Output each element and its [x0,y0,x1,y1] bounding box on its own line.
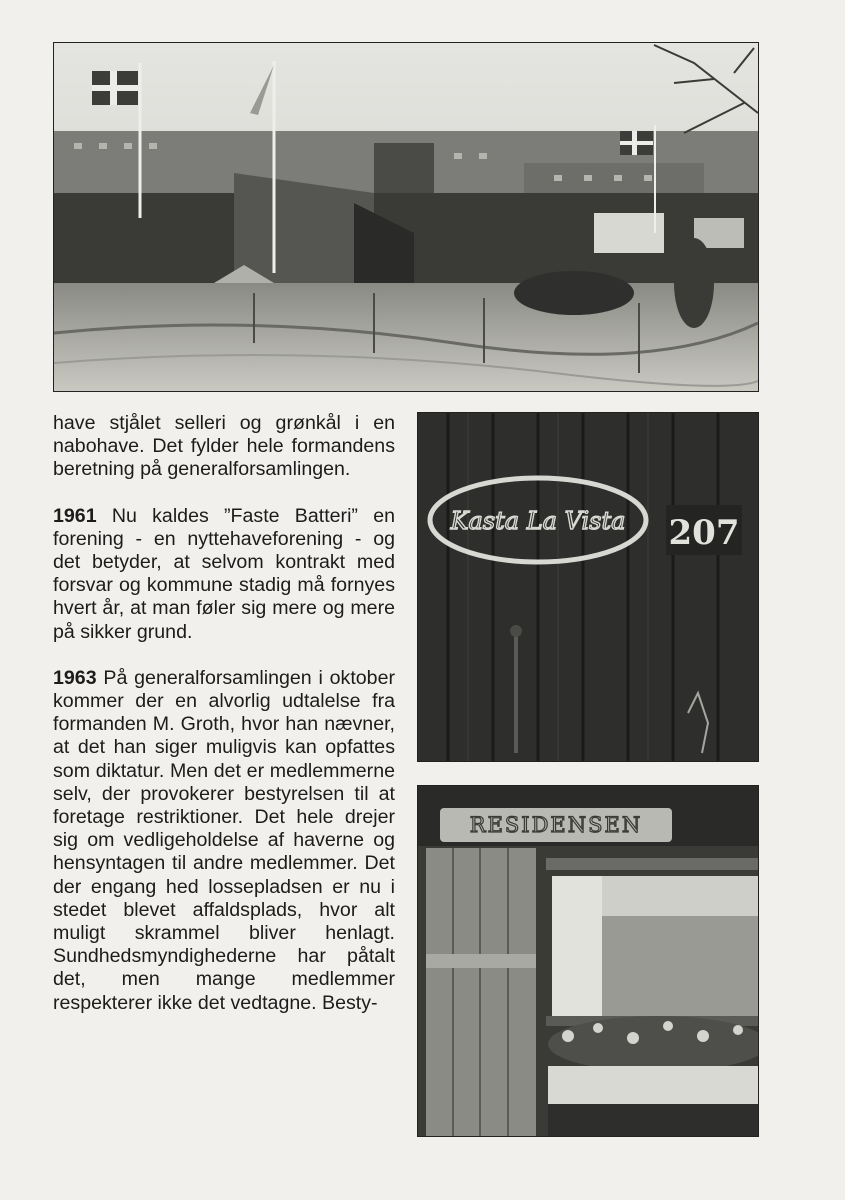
paragraph-text: Nu kaldes ”Faste Batteri” en forening - en nyttehaveforening - og det betyder, at selvom kontrakt med forsvar og kommune stadig må fornyes hvert år, at man føler sig mere og mere på sikker grund. [53,504,395,643]
shed-door-photo [417,412,759,762]
residence-shed-photo [417,785,759,1137]
paragraph-text: På generalforsamlingen i oktober kommer der en alvorlig udtalelse fra formanden M. Groth, hvor han nævner, at det han siger muligvis kan opfattes som diktatur. Men det er medlemmerne selv, der provokerer bestyrelsen til at foretage restriktioner. Det hele drejer sig om vedligeholdelse af haverne og hensyntagen til andre medlemmer. Det der engang hed lossepladsen er nu i stedet blevet affaldsplads, hvor alt muligt skrammel bliver henlagt. Sundhedsmyndighederne har påtalt det, men mange medlemmer respekterer ikke det vedtagne. Besty- [53,666,395,1014]
history-paragraph [53,505,395,644]
shed-door-illustration [418,413,758,761]
paragraph-text: have stjålet selleri og grønkål i en nabohave. Det fylder hele formandens beretning på generalforsamlingen. [53,412,395,481]
allotment-garden-illustration [54,43,758,391]
allotment-garden-photo [53,42,759,392]
history-paragraph [53,412,395,482]
house-number: 207 [668,513,740,553]
residence-sign-text: RESIDENSEN [469,813,643,837]
door-sign-text: Kasta La Vista [450,507,626,535]
history-paragraph [53,667,395,1015]
residence-shed-illustration [418,786,758,1136]
history-text-column [53,412,395,1038]
year-label: 1961 [53,504,97,527]
year-label: 1963 [53,666,97,689]
